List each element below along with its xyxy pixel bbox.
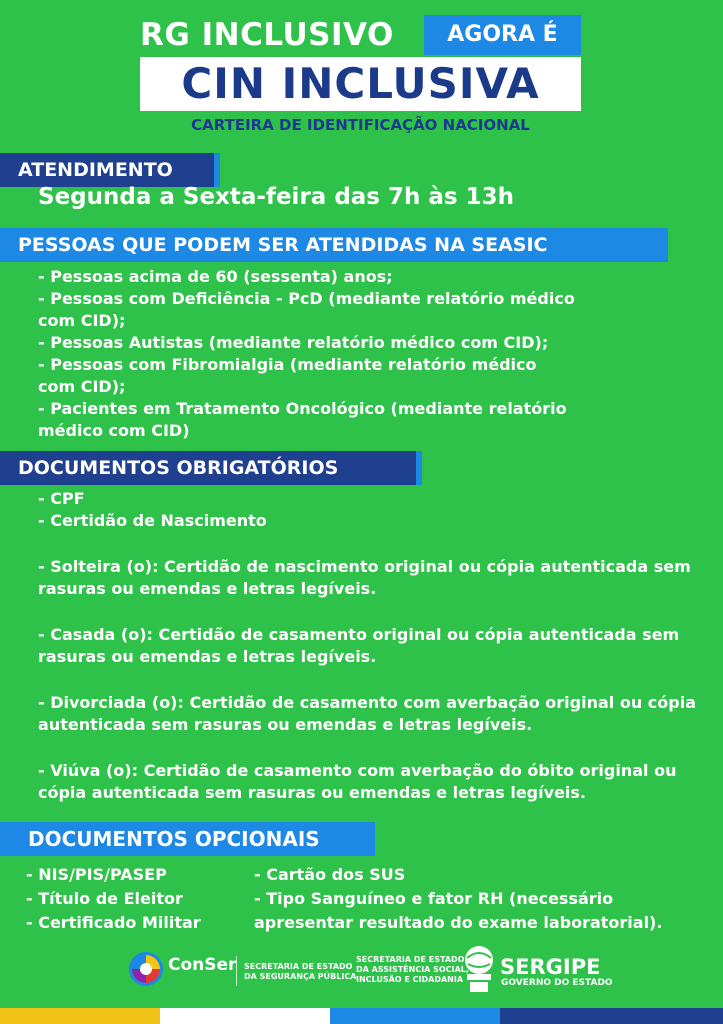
sergipe-coat-of-arms-icon [462, 944, 496, 996]
doc-divorciada [38, 692, 698, 736]
footer-stripe [0, 1008, 160, 1024]
sergipe-logo-text: SERGIPE [500, 955, 601, 979]
obrigatorios-title: DOCUMENTOS OBRIGATÓRIOS [0, 451, 416, 485]
footer-stripe [500, 1008, 723, 1024]
doc-divorciada-label: - Divorciada (o): [38, 693, 184, 712]
obrigatorios-list [38, 488, 698, 828]
opcionais-right [254, 863, 662, 935]
pessoas-title: PESSOAS QUE PODEM SER ATENDIDAS NA SEASIC [0, 228, 668, 262]
header-subtitle: CARTEIRA DE IDENTIFICAÇÃO NACIONAL [191, 116, 530, 134]
doc-solteira-text: Certidão de nascimento original ou cópia autenticada sem rasuras ou emendas e letras legíveis. [38, 557, 691, 598]
list-item: com CID); [38, 377, 126, 396]
list-item: médico com CID) [38, 421, 190, 440]
list-item: - Certificado Militar [26, 913, 201, 932]
list-item: - Pessoas acima de 60 (sessenta) anos; [38, 267, 393, 286]
atendimento-schedule: Segunda a Sexta-feira das 7h às 13h [38, 184, 514, 210]
doc-viuva-label: - Viúva (o): [38, 761, 138, 780]
footer-stripe [330, 1008, 500, 1024]
list-item: apresentar resultado do exame laboratorial). [254, 913, 663, 932]
list-item: - Pessoas com Deficiência - PcD (mediante relatório médico [38, 289, 575, 308]
doc-casada-text: Certidão de casamento original ou cópia autenticada sem rasuras ou emendas e letras legíveis. [38, 625, 680, 666]
pessoas-list [38, 266, 698, 442]
seasic-logo-line: INCLUSÃO E CIDADANIA [356, 975, 464, 984]
doc-divorciada-text: Certidão de casamento com averbação original ou cópia autenticada sem rasuras ou emendas e letras legíveis. [38, 693, 696, 734]
atendimento-title: ATENDIMENTO [0, 153, 214, 187]
header-agora-badge: AGORA É [424, 15, 581, 55]
doc-casada [38, 624, 698, 668]
doc-casada-label: - Casada (o): [38, 625, 153, 644]
conser-logo-text: ConSer [168, 955, 237, 975]
opcionais-left [26, 863, 201, 935]
doc-solteira [38, 556, 698, 600]
seasic-logo-line: SECRETARIA DE ESTADO [356, 955, 465, 964]
list-item: - Pessoas com Fibromialgia (mediante relatório médico [38, 355, 537, 374]
ssp-logo [244, 962, 357, 982]
list-item: - NIS/PIS/PASEP [26, 865, 167, 884]
opcionais-title: DOCUMENTOS OPCIONAIS [0, 822, 375, 856]
list-item: - Título de Eleitor [26, 889, 183, 908]
list-item: - Cartão dos SUS [254, 865, 406, 884]
doc-solteira-label: - Solteira (o): [38, 557, 159, 576]
footer-stripe [160, 1008, 330, 1024]
seasic-logo-line: DA ASSISTÊNCIA SOCIAL, [356, 965, 469, 974]
doc-viuva [38, 760, 698, 804]
header-rg-inclusivo: RG INCLUSIVO [140, 17, 394, 53]
doc-certidao: - Certidão de Nascimento [38, 511, 267, 530]
list-item: - Tipo Sanguíneo e fator RH (necessário [254, 889, 614, 908]
ssp-logo-line: SECRETARIA DE ESTADO [244, 962, 353, 971]
list-item: - Pessoas Autistas (mediante relatório médico com CID); [38, 333, 549, 352]
doc-cpf: - CPF [38, 489, 85, 508]
governo-logo-text: GOVERNO DO ESTADO [501, 978, 613, 988]
list-item: - Pacientes em Tratamento Oncológico (mediante relatório [38, 399, 567, 418]
header-cin-inclusiva: CIN INCLUSIVA [140, 57, 581, 111]
seasic-logo [356, 955, 469, 985]
footer-divider [236, 956, 237, 986]
doc-viuva-text: Certidão de casamento com averbação do óbito original ou cópia autenticada sem rasuras ou emendas e letras legíveis. [38, 761, 677, 802]
conser-logo-icon [128, 951, 164, 987]
ssp-logo-line: DA SEGURANÇA PÚBLICA [244, 972, 357, 981]
list-item: com CID); [38, 311, 126, 330]
